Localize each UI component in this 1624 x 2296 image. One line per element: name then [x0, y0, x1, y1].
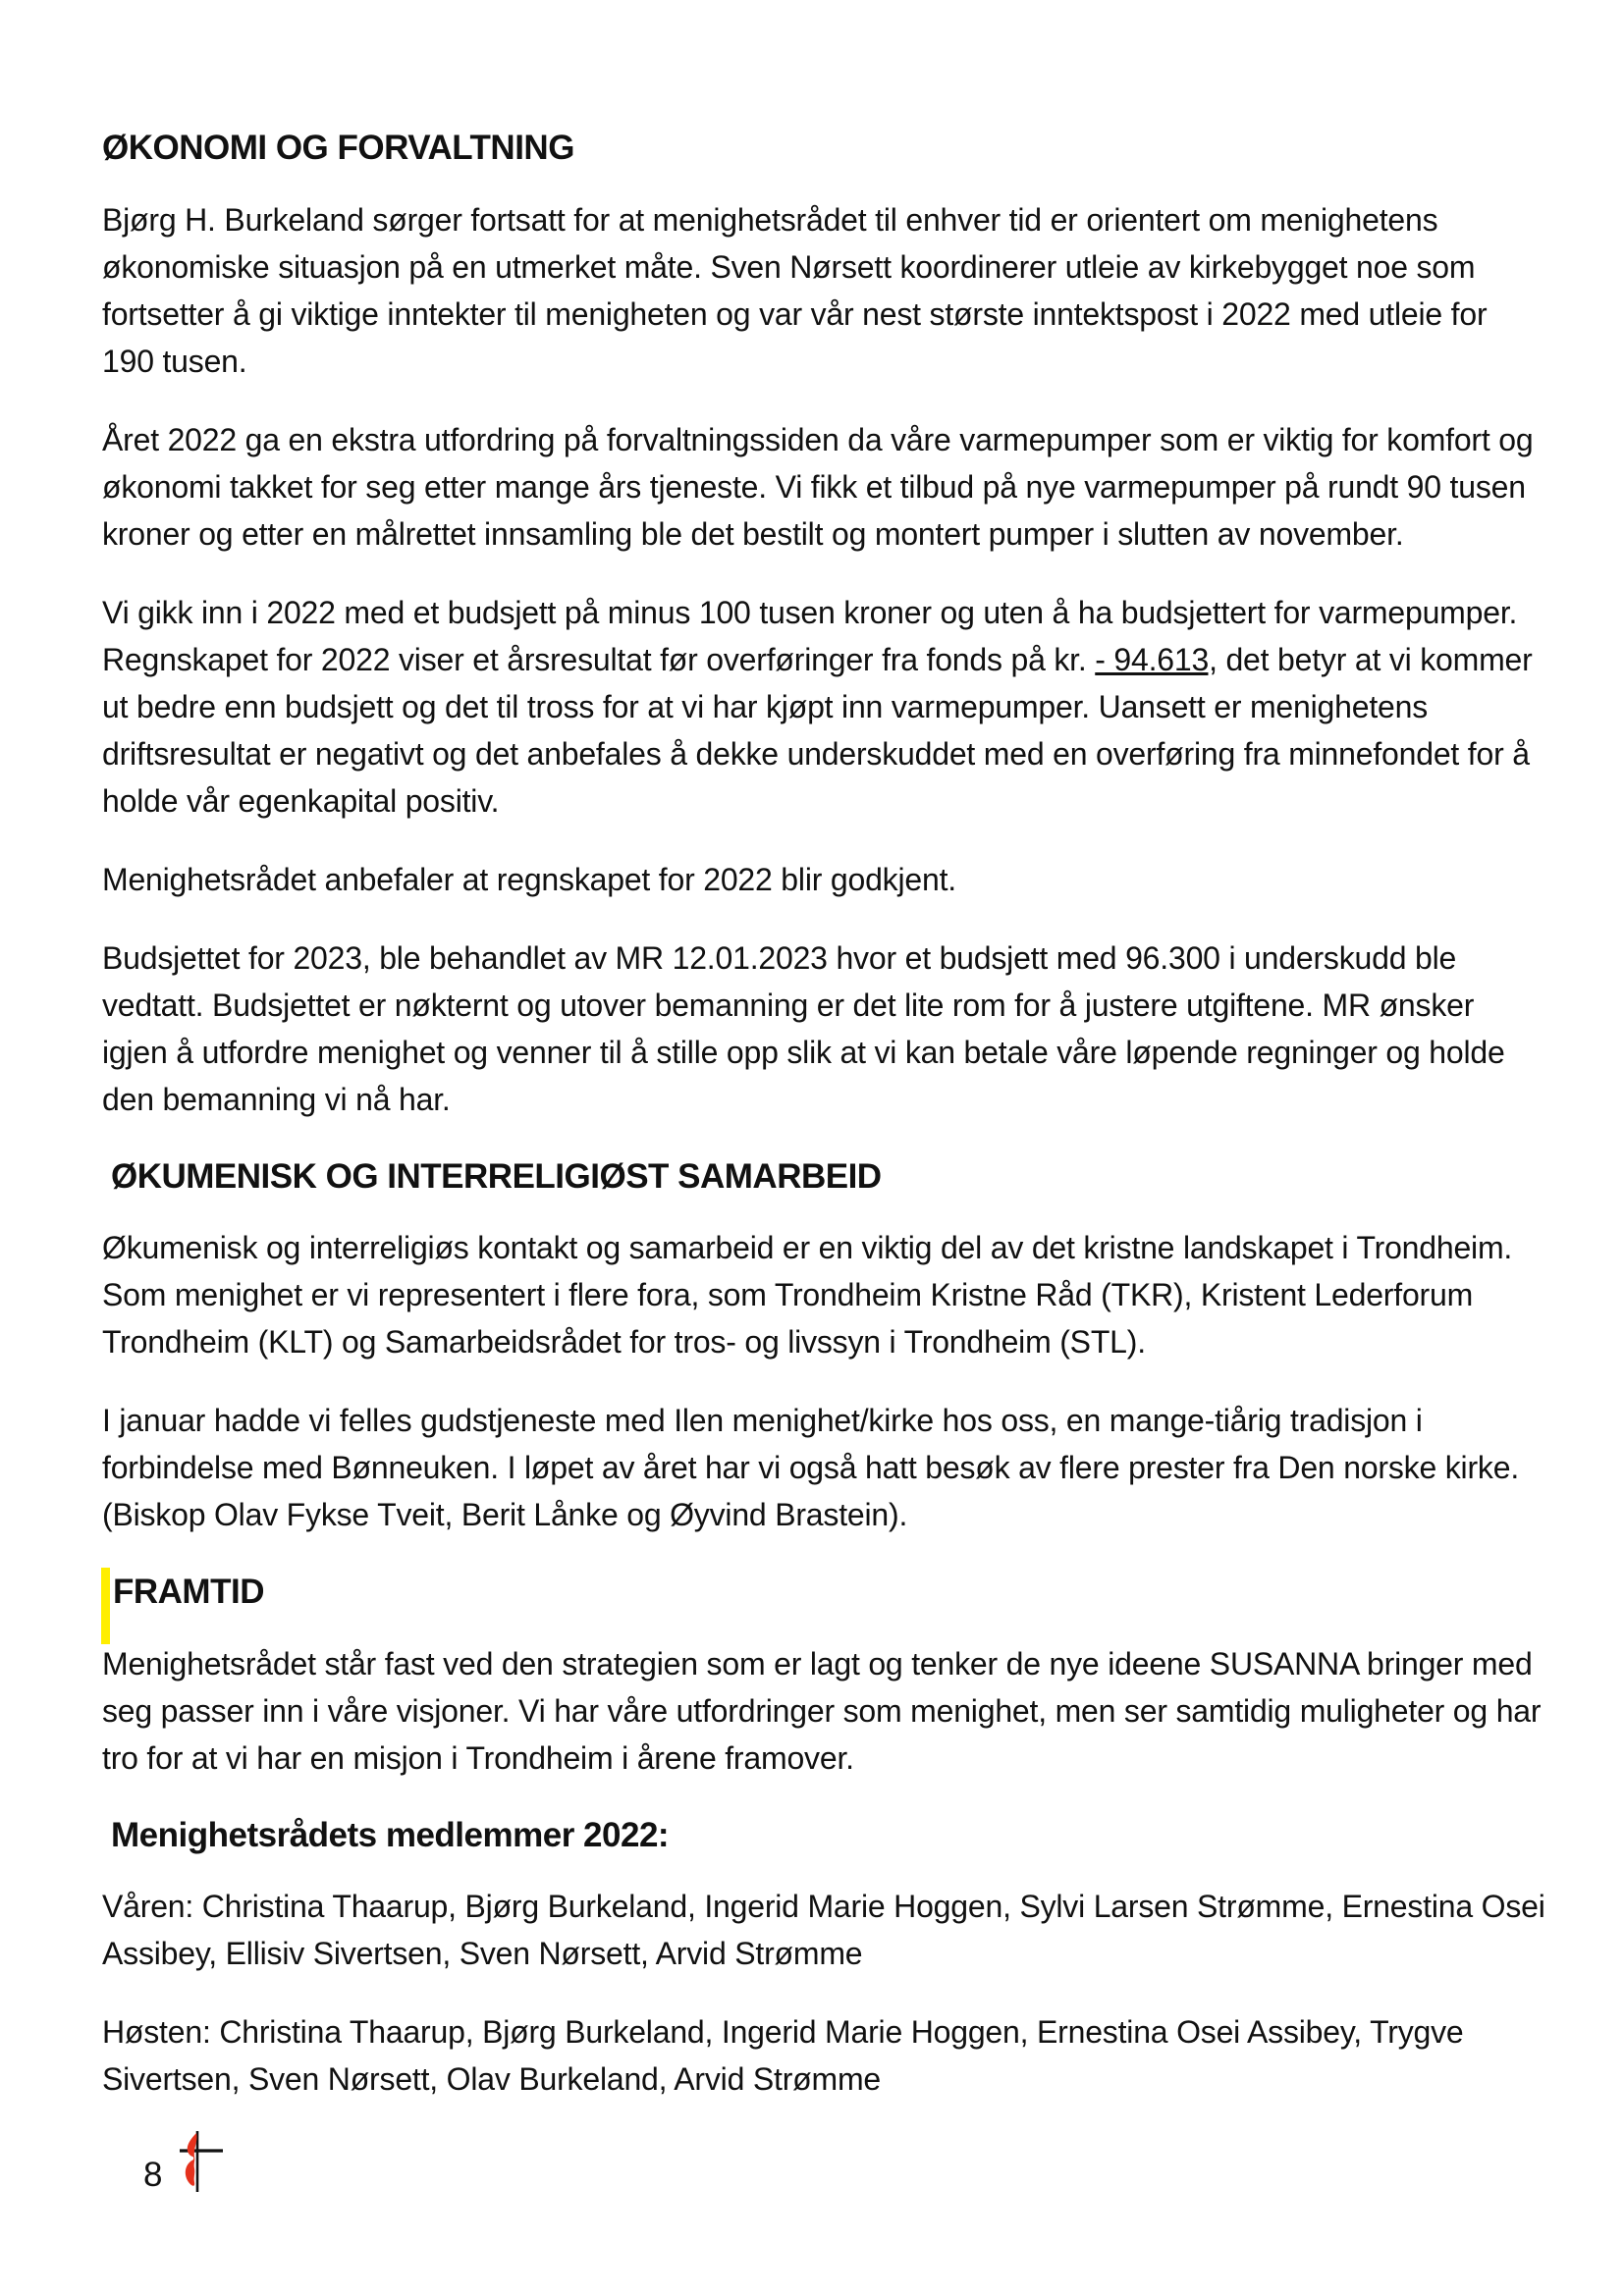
- heading-medlemmer: Menighetsrådets medlemmer 2022:: [111, 1815, 670, 1854]
- paragraph-medlemmer-varen: Våren: Christina Thaarup, Bjørg Burkeland, Ingerid Marie Hoggen, Sylvi Larsen Strømme, Ernestina Osei Assibey, Ellisiv Sivertsen, Sven Nørsett, Arvid Strømme: [102, 1889, 1545, 1971]
- paragraph-okonomi-5: Budsjettet for 2023, ble behandlet av MR 12.01.2023 hvor et budsjett med 96.300 i underskudd ble vedtatt. Budsjettet er nøkternt og utover bemanning er det lite rom for å justere utgiftene. MR ønsker igjen å utfordre menighet og venner til å stille opp slik at vi kan betale våre løpende regninger og holde den bemanning vi nå har.: [102, 939, 1505, 1117]
- paragraph-okonomi-2: Året 2022 ga en ekstra utfordring på forvaltningssiden da våre varmepumper som er viktig for komfort og økonomi takket for seg etter mange års tjeneste. Vi fikk et tilbud på nye varmepumper på rundt 90 tusen kroner og etter en målrettet innsamling ble det bestilt og montert pumper i slutten av november.: [102, 421, 1534, 552]
- okonomi-3-underlined-amount: - 94.613,: [1095, 641, 1218, 677]
- heading-framtid-label: FRAMTID: [113, 1573, 264, 1611]
- paragraph-okumenisk-2: I januar hadde vi felles gudstjeneste med Ilen menighet/kirke hos oss, en mange-tiårig tradisjon i forbindelse med Bønneuken. I løpet av året har vi også hatt besøk av flere prester fra Den norske kirke. (Biskop Olav Fykse Tveit, Berit Lånke og Øyvind Brastein).: [102, 1403, 1520, 1532]
- paragraph-okonomi-4: Menighetsrådet anbefaler at regnskapet for 2022 blir godkjent.: [102, 861, 956, 897]
- section-okumenisk: [102, 1154, 1545, 1539]
- paragraph-okonomi-3: [102, 589, 1545, 825]
- page-number: 8: [143, 2156, 163, 2194]
- umc-cross-and-flame-icon: [177, 2130, 224, 2193]
- paragraph-okumenisk-1: Økumenisk og interreligiøs kontakt og samarbeid er en viktig del av det kristne landskapet i Trondheim. Som menighet er vi representert i flere fora, som Trondheim Kristne Råd (TKR), Kristent Lederforum Trondheim (KLT) og Samarbeidsrådet for tros- og livssyn i Trondheim (STL).: [102, 1230, 1513, 1360]
- heading-okonomi: ØKONOMI OG FORVALTNING: [102, 129, 574, 167]
- heading-framtid: [102, 1570, 1545, 1615]
- section-framtid: [102, 1570, 1545, 1782]
- paragraph-medlemmer-hosten: Høsten: Christina Thaarup, Bjørg Burkeland, Ingerid Marie Hoggen, Ernestina Osei Assibey, Trygve Sivertsen, Sven Nørsett, Olav Burkeland, Arvid Strømme: [102, 2014, 1464, 2097]
- section-medlemmer: [102, 1813, 1545, 2104]
- revision-highlight-bar: [101, 1568, 110, 1644]
- section-okonomi: [102, 126, 1545, 1123]
- okonomi-3-post: det betyr at vi kommer ut bedre enn budsjett og det til tross for at vi har kjøpt inn varmepumper. Uansett er menighetens driftsresultat er negativt og det anbefales å dekke underskuddet med en overføring fra minnefondet for å holde vår egenkapital positiv.: [102, 641, 1533, 819]
- heading-okumenisk: ØKUMENISK OG INTERRELIGIØST SAMARBEID: [111, 1156, 882, 1196]
- paragraph-framtid-1: Menighetsrådet står fast ved den strategien som er lagt og tenker de nye ideene SUSANNA bringer med seg passer inn i våre visjoner. Vi har våre utfordringer som menighet, men ser samtidig muligheter og har tro for at vi har en misjon i Trondheim i årene framover.: [102, 1645, 1542, 1776]
- paragraph-okonomi-1: Bjørg H. Burkeland sørger fortsatt for at menighetsrådet til enhver tid er orientert om menighetens økonomiske situasjon på en utmerket måte. Sven Nørsett koordinerer utleie av kirkebygget noe som fortsetter å gi viktige inntekter til menigheten og var vår nest største inntektspost i 2022 med utleie for 190 tusen.: [102, 201, 1488, 379]
- okonomi-3-pre: Vi gikk inn i 2022 med et budsjett på minus 100 tusen kroner og uten å ha budsjettert for varmepumper. Regnskapet for 2022 viser et årsresultat før overføringer fra fonds på kr.: [102, 594, 1518, 677]
